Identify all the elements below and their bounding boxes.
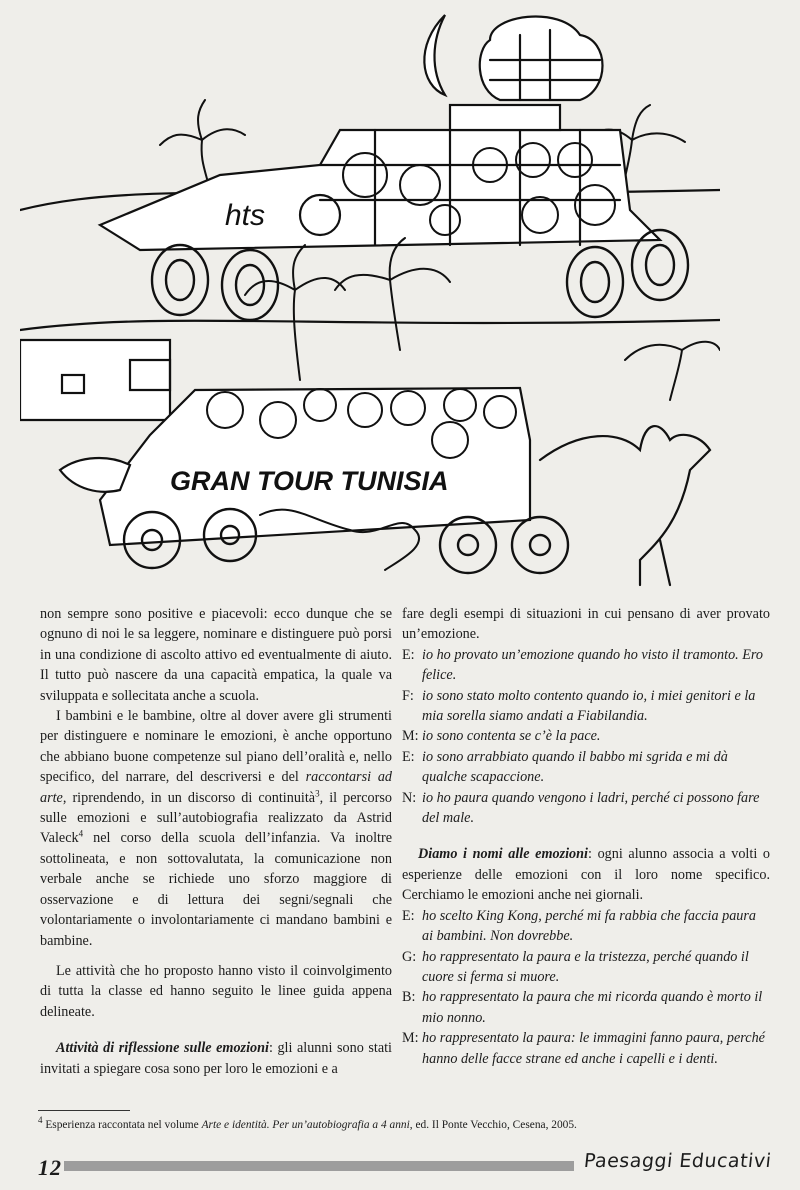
children-drawing-icon xyxy=(20,0,720,590)
section-heading: Diamo i nomi alle emozioni xyxy=(418,846,588,863)
speaker: B: xyxy=(402,989,416,1006)
paragraph: fare degli esempi di situazioni in cui pensano di aver provato un’emozione. xyxy=(402,606,770,643)
section-heading: Attività di riflessione sulle emozioni xyxy=(56,1040,269,1057)
speaker: E: xyxy=(402,646,415,663)
dialog-line: B: ho rappresentato la paura che mi ricorda quando è morto il mio nonno. xyxy=(402,987,770,1028)
right-column xyxy=(402,604,770,1069)
footnote-divider xyxy=(38,1110,130,1111)
dialog-list xyxy=(402,645,770,829)
emphasis: raccontarsi ad arte xyxy=(40,769,393,806)
dialog-line: M: io sono contenta se c’è la pace. xyxy=(402,726,770,746)
paragraph: Attività di riflessione sulle emozioni: gli alunni sono stati invitati a spiegare cosa sono per loro le emozioni e a xyxy=(40,1040,392,1077)
dialog-line: E: ho scelto King Kong, perché mi fa rabbia che faccia paura ai bambini. Non dovrebbe. xyxy=(402,906,770,947)
speaker: M: xyxy=(402,1030,419,1047)
dialog-line: E: io sono arrabbiato quando il babbo mi sgrida e mi dà qualche scapaccione. xyxy=(402,747,770,788)
dialog-list xyxy=(402,906,770,1069)
footnote-number: 4 xyxy=(38,1115,43,1126)
bus-label: GRAN TOUR TUNISIA xyxy=(170,466,449,496)
left-column xyxy=(40,604,392,1079)
speaker: M: xyxy=(402,728,419,745)
speaker: E: xyxy=(402,748,415,765)
paragraph: non sempre sono positive e piacevoli: ecco dunque che se ognuno di noi le sa leggere, nominare e distinguere può porsi in una condizione di ascolto attivo ed eventualmente di aiuto. Il tutto può nascere da una capacità empatica, la quale va sviluppata e sollecitata anche a scuola. xyxy=(40,606,392,704)
dialog-line: M: ho rappresentato la paura: le immagini fanno paura, perché hanno delle facce strane ed anche i capelli e i denti. xyxy=(402,1028,770,1069)
speaker: E: xyxy=(402,907,415,924)
footnote-ref[interactable]: 4 xyxy=(78,828,84,839)
dialog-line: F: io sono stato molto contento quando io, i miei genitori e la mia sorella siamo andati a Fiabilandia. xyxy=(402,686,770,727)
dialog-line: N: io ho paura quando vengono i ladri, perché ci possono fare del male. xyxy=(402,788,770,829)
paragraph: Diamo i nomi alle emozioni: ogni alunno associa a volti o esperienze delle emozioni con il loro nome specifico. Cerchiamo le emozioni anche nei giornali. xyxy=(402,846,770,904)
footer-bar xyxy=(64,1161,574,1171)
dialog-line: G: ho rappresentato la paura e la tristezza, perché quando il cuore si ferma si muore. xyxy=(402,947,770,988)
illustration xyxy=(20,0,720,590)
speaker: F: xyxy=(402,687,414,704)
footnote-ref[interactable]: 3 xyxy=(315,787,320,798)
page-number: 12 xyxy=(38,1155,62,1180)
speaker: N: xyxy=(402,789,417,806)
paragraph: Le attività che ho proposto hanno visto il coinvolgimento di tutta la classe ed hanno seguito le linee guida appena delineate. xyxy=(40,962,392,1020)
footnote: $^4$ Esperienza raccontata nel volume Arte e identità. Per un’autobiografia a 4 anni, ed. Il Ponte Vecchio, Cesena, 2005. xyxy=(38,1115,577,1131)
paragraph: I bambini e le bambine, oltre al dover avere gli strumenti per distinguere e nominare le emozioni, è anche opportuno che abbiano buone competenze sul piano dell’oralità e, nello specifico, del narrare, del descriversi e del raccontarsi ad arte, riprendendo, in un discorso di continuità$^3$, il percorso sulle emozioni e sull’autobiografia realizzato da Astrid Valeck$^4$ nel corso della scuola dell’infanzia. Va inoltre sottolineata, e non sottovalutata, la comunicazione non verbale anche se richiede uno sforzo maggiore di osservazione e di lettura dei segni/segnali che volontariamente o involontariamente ci mandano bambini e bambine. xyxy=(40,708,393,949)
car-label: hts xyxy=(225,199,266,232)
dialog-line: E: io ho provato un’emozione quando ho visto il tramonto. Ero felice. xyxy=(402,645,770,686)
speaker: G: xyxy=(402,948,417,965)
magazine-title: Paesaggi Educativi xyxy=(582,1150,773,1172)
